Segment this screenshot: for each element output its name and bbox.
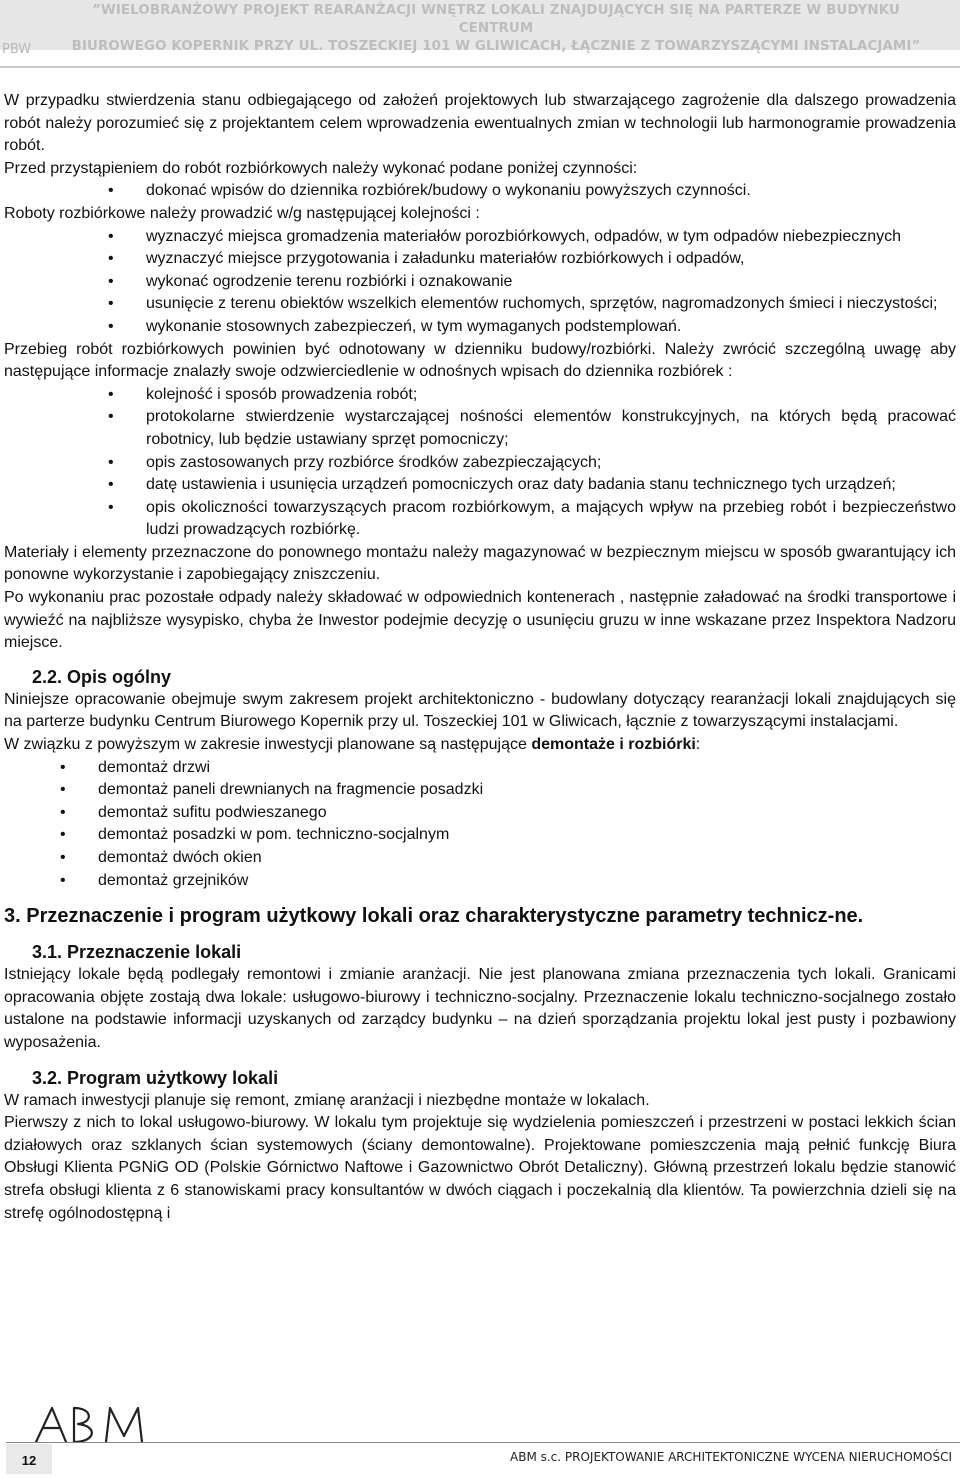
abm-logo-icon	[30, 1402, 160, 1446]
section-heading-3-1: 3.1. Przeznaczenie lokali	[32, 942, 242, 963]
list-item: • demontaż paneli drewnianych na fragmencie posadzki	[4, 779, 956, 802]
bullet-list	[4, 180, 956, 203]
document-body	[4, 90, 956, 1225]
paragraph: Istniejący lokale będą podlegały remontowi i zmianie aranżacji. Nie jest planowana zmiana przeznaczenia tych lokali. Granicami opracowania objęte zostają dwa lokale: usługowo-biurowy i techniczno-socjalny. Przeznaczenie lokalu techniczno-socjalnego zostało ustalone na podstawie informacji uzyskanych od zarządcy budynku – na dzień sporządzania projektu lokal jest pusty i pozbawiony wyposażenia.	[4, 966, 956, 1051]
list-item: • opis zastosowanych przy rozbiórce środków zabezpieczających;	[4, 452, 956, 475]
bullet-list	[4, 226, 956, 339]
list-item: • demontaż drzwi	[4, 757, 956, 780]
list-item: • demontaż dwóch okien	[4, 847, 956, 870]
list-item: • dokonać wpisów do dziennika rozbiórek/budowy o wykonaniu powyższych czynności.	[4, 180, 956, 203]
list-item: • wykonać ogrodzenie terenu rozbiórki i oznakowanie	[4, 271, 956, 294]
paragraph: Po wykonaniu prac pozostałe odpady należy składować w odpowiednich kontenerach , następnie załadować na środki transportowe i wywieźć na najbliższe wysypisko, chyba że Inwestor podejmie decyzję o usunięciu gruzu w inne wskazane przez Inspektora Nadzoru miejsce.	[4, 589, 956, 652]
list-item: • datę ustawienia i usunięcia urządzeń pomocniczych oraz daty badania stanu technicznego tych urządzeń;	[4, 474, 956, 497]
list-item: • kolejność i sposób prowadzenia robót;	[4, 384, 956, 407]
list-item: • wyznaczyć miejsce przygotowania i załadunku materiałów rozbiórkowych i odpadów,	[4, 248, 956, 271]
bullet-list	[4, 384, 956, 542]
footer-divider	[6, 1442, 960, 1443]
header-divider	[0, 66, 960, 68]
list-item: • opis okoliczności towarzyszących pracom rozbiórkowym, a mających wpływ na przebieg robót i bezpieczeństwo ludzi prowadzących rozbiórkę.	[4, 497, 956, 542]
list-item: • protokolarne stwierdzenie wystarczającej nośności elementów konstrukcyjnych, na których będą pracować robotnicy, lub będzie ustawiany sprzęt pomocniczy;	[4, 406, 956, 451]
paragraph: Niniejsze opracowanie obejmuje swym zakresem projekt architektoniczno - budowlany dotyczący rearanżacji lokali znajdujących się na parterze budynku Centrum Biurowego Kopernik przy ul. Toszeckiej 101 w Gliwicach, łącznie z towarzyszącymi instalacjami.	[4, 690, 956, 731]
section-heading-3-2: 3.2. Program użytkowy lokali	[32, 1067, 279, 1088]
paragraph: Materiały i elementy przeznaczone do ponownego montażu należy magazynować w bezpiecznym miejscu w sposób gwarantujący ich ponowne wykorzystanie i zapobiegający zniszczeniu.	[4, 543, 956, 584]
header-title-line-1: ”WIELOBRANŻOWY PROJEKT REARANŻACJI WNĘTRZ LOKALI ZNAJDUJĄCYCH SIĘ NA PARTERZE W BUDYNKU CENTRUM	[92, 3, 900, 36]
list-item: • demontaż sufitu podwieszanego	[4, 802, 956, 825]
page-number: 12	[6, 1444, 52, 1474]
list-item: • demontaż posadzki w pom. techniczno-socjalnym	[4, 824, 956, 847]
list-item: • wyznaczyć miejsca gromadzenia materiałów porozbiórkowych, odpadów, w tym odpadów niebezpiecznych	[4, 226, 956, 249]
page-header	[0, 0, 960, 72]
paragraph: Pierwszy z nich to lokal usługowo-biurowy. W lokalu tym projektuje się wydzielenia pomieszczeń i przestrzeni w postaci lekkich ścian działowych oraz szklanych ścian systemowych (ściany demontowalne). Projektowane pomieszczenia mają pełnić funkcję Biura Obsługi Klienta PGNiG OD (Polskie Górnictwo Naftowe i Gazownictwo Obrót Detaliczny). Główną przestrzeń lokalu będzie stanowić strefa obsługi klienta z 6 stanowiskami pracy konsultantów w dwóch ciągach i poczekalnią dla klientów. Ta powierzchnia dzieli się na strefę ogólnodostępną i	[4, 1114, 956, 1222]
page-footer	[0, 1402, 960, 1476]
paragraph: W ramach inwestycji planuje się remont, zmianę aranżacji i niezbędne montaże w lokalach.	[4, 1091, 650, 1109]
footer-company: ABM s.c. PROJEKTOWANIE ARCHITEKTONICZNE WYCENA NIERUCHOMOŚCI	[510, 1450, 952, 1464]
paragraph: Przebieg robót rozbiórkowych powinien być odnotowany w dzienniku budowy/rozbiórki. Należy zwrócić szczególną uwagę aby następujące informacje znalazły swoje odzwierciedlenie w odnośnych wpisach do dziennika rozbiórek :	[4, 340, 956, 381]
bold-text: demontaże i rozbiórki	[531, 736, 696, 754]
paragraph-text: :	[695, 736, 701, 754]
paragraph: W przypadku stwierdzenia stanu odbiegającego od założeń projektowych lub stwarzającego zagrożenie dla dalszego prowadzenia robót należy porozumieć się z projektantem celem wprowadzenia ewentualnych zmian w technologii lub harmonogramie prowadzenia robót.	[4, 92, 956, 155]
section-heading-3: 3. Przeznaczenie i program użytkowy lokali oraz charakterystyczne parametry technicz-ne.	[4, 905, 864, 928]
list-item: • usunięcie z terenu obiektów wszelkich elementów ruchomych, sprzętów, nagromadzonych śmieci i nieczystości;	[4, 293, 956, 316]
header-code: PBW	[2, 42, 32, 57]
paragraph: Roboty rozbiórkowe należy prowadzić w/g następującej kolejności :	[4, 204, 480, 222]
paragraph-text: W związku z powyższym w zakresie inwestycji planowane są następujące	[4, 736, 532, 754]
bullet-list	[4, 757, 956, 893]
list-item: • wykonanie stosownych zabezpieczeń, w tym wymaganych podstemplowań.	[4, 316, 956, 339]
paragraph	[4, 734, 956, 757]
section-heading-2-2: 2.2. Opis ogólny	[32, 666, 172, 687]
header-title	[56, 2, 936, 56]
list-item: • demontaż grzejników	[4, 870, 956, 893]
header-title-line-2: BIUROWEGO KOPERNIK PRZY UL. TOSZECKIEJ 101 W GLIWICACH, ŁĄCZNIE Z TOWARZYSZĄCYMI INSTALACJAMI”	[71, 39, 921, 54]
paragraph: Przed przystąpieniem do robót rozbiórkowych należy wykonać podane poniżej czynności:	[4, 159, 638, 177]
